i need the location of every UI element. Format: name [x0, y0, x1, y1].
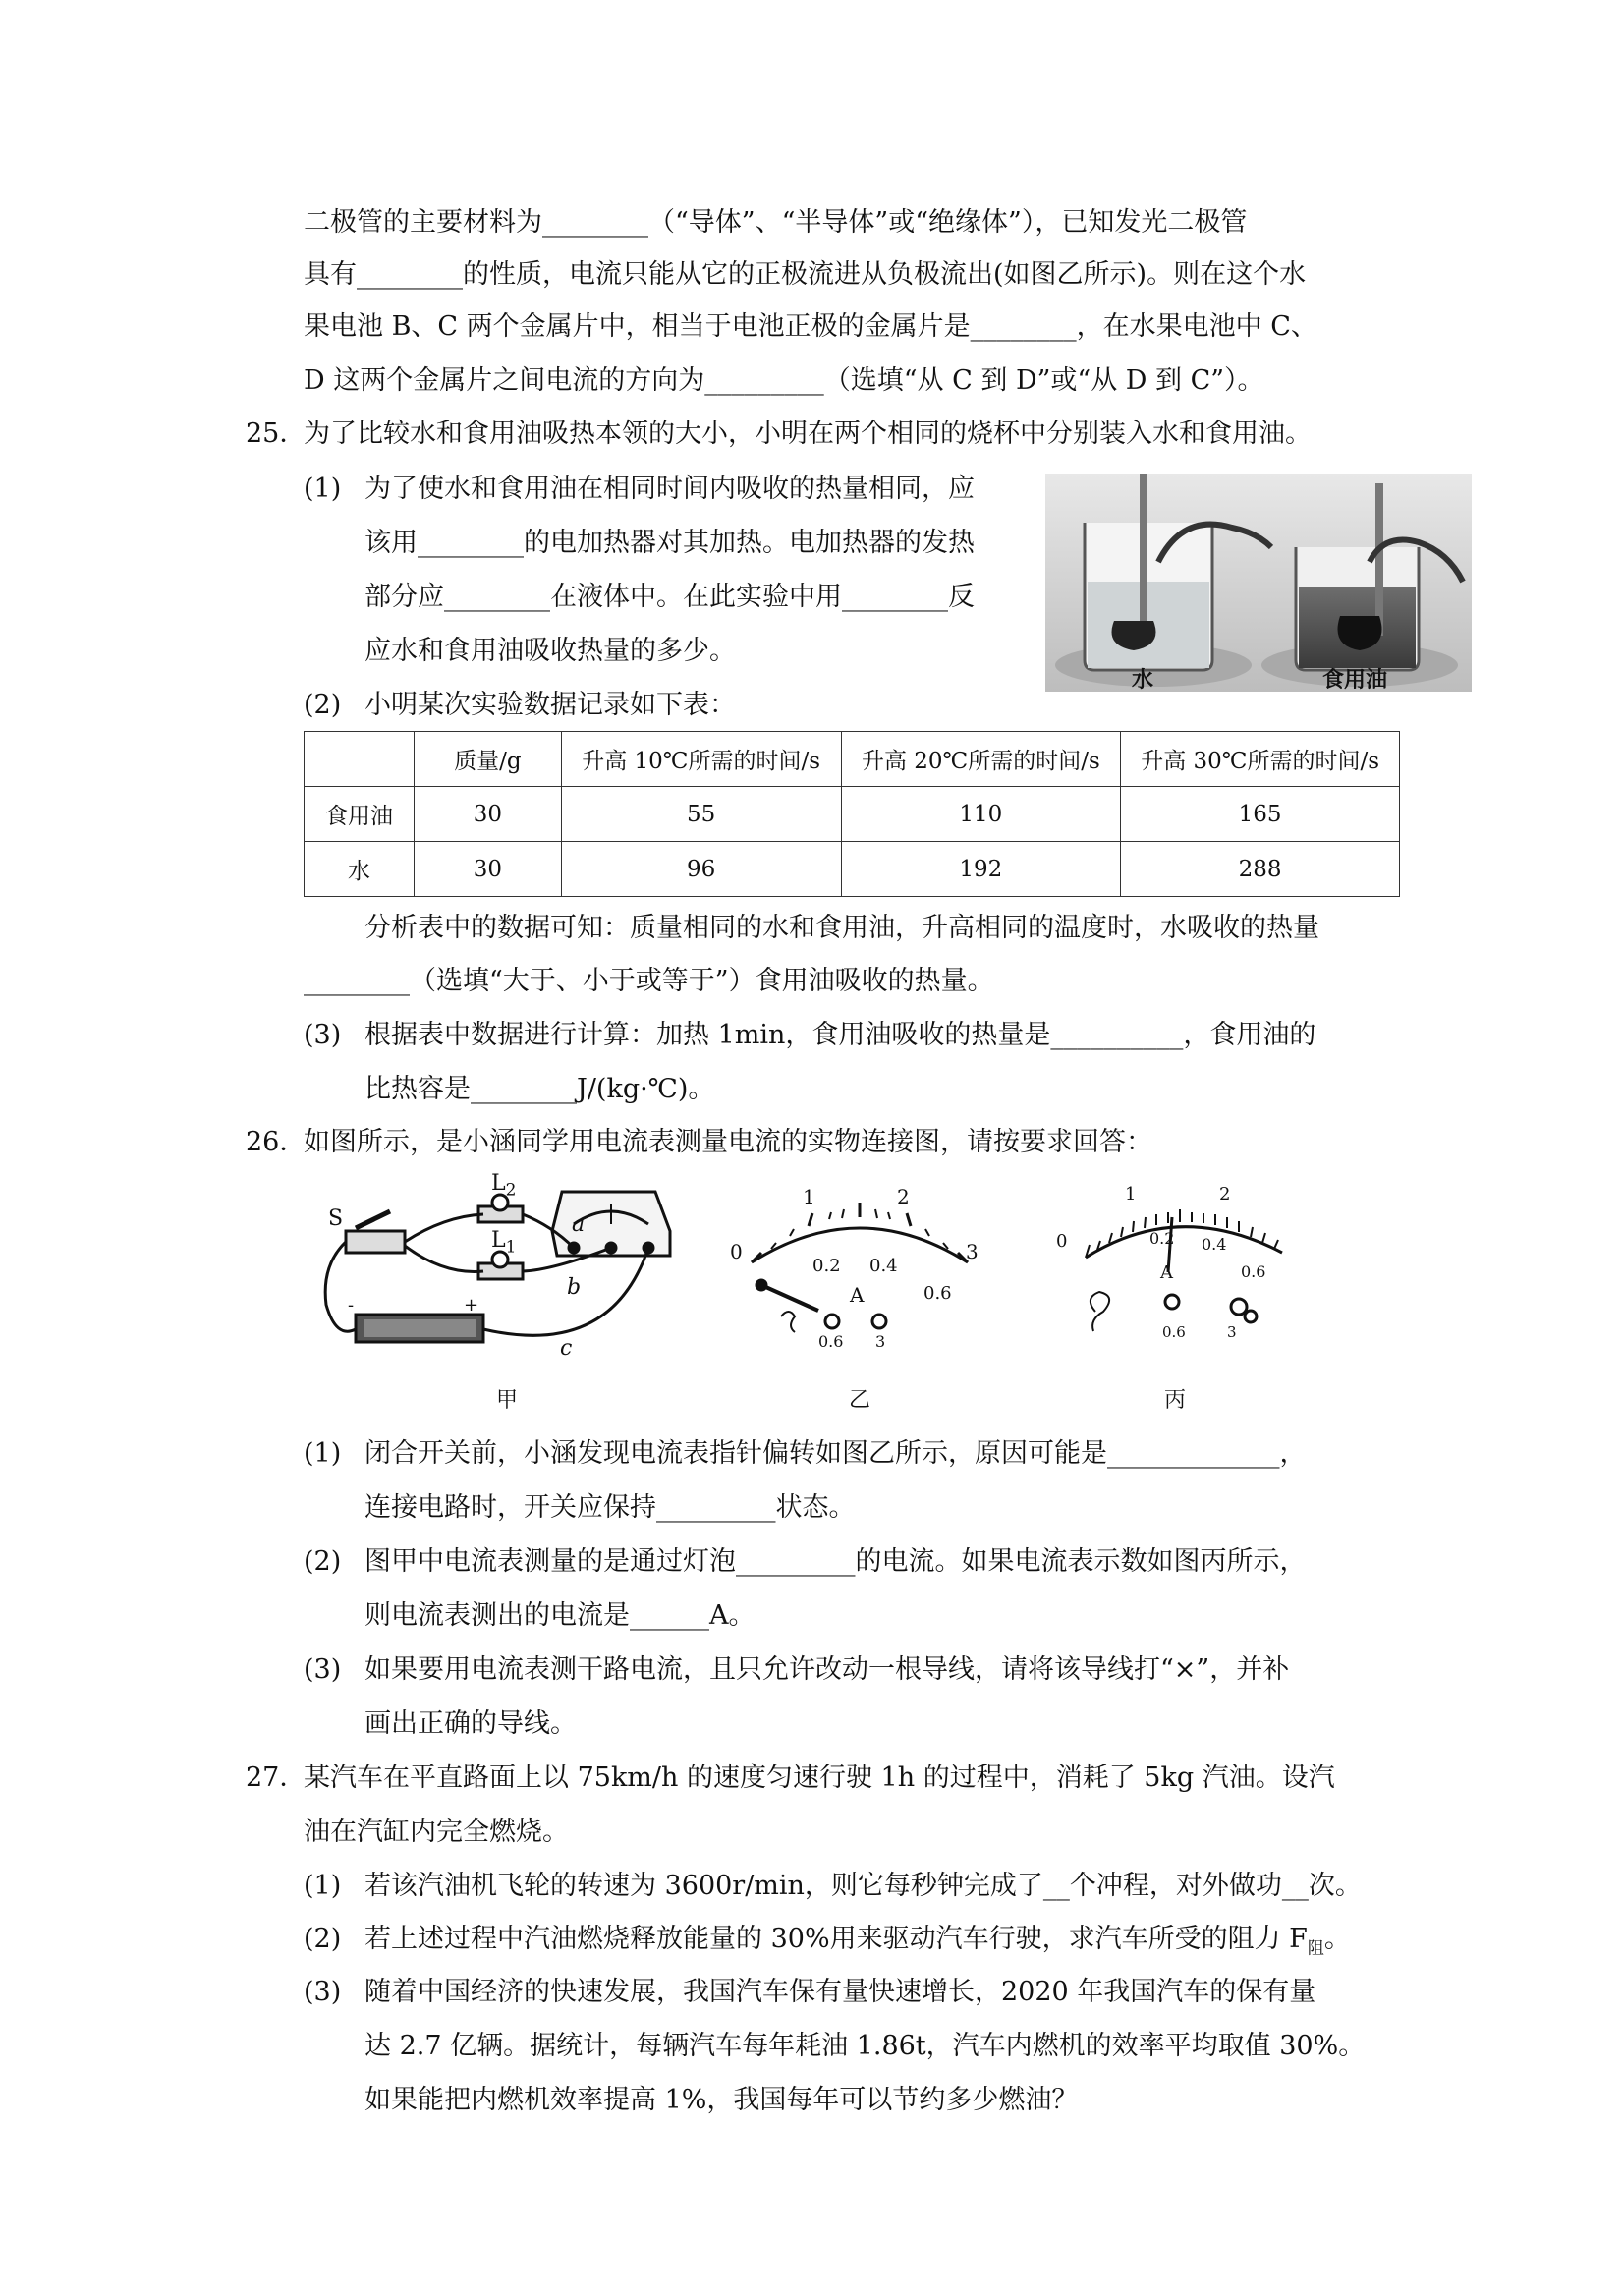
ammeter-dial-bing — [1046, 1184, 1312, 1361]
table-cell: 水 — [305, 842, 415, 897]
table-cell: 30 — [414, 787, 561, 842]
ammeter-dial-yi — [722, 1185, 997, 1356]
battery-minus-label: - — [348, 1295, 355, 1316]
q26-number: 26． — [246, 1127, 307, 1157]
q26-part3-line-2: 画出正确的导线。 — [364, 1708, 577, 1739]
table-header-row — [305, 732, 1400, 787]
lamp2-label: $L_2$ — [491, 1171, 517, 1201]
wire-c-label: c — [560, 1336, 573, 1361]
switch-label: S — [328, 1206, 344, 1231]
q27-part3-line-3: 如果能把内燃机效率提高 1%，我国每年可以节约多少燃油？ — [364, 2085, 1079, 2115]
q25-analysis-line-2: ________（选填“大于、小于或等于”）食用油吸收的热量。 — [304, 966, 994, 996]
q26-part3-line-1: 如果要用电流表测干路电流，且只允许改动一根导线，请将该导线打“×”，并补 — [364, 1654, 1290, 1685]
dial-bing-small-tick: 0.2 — [1149, 1229, 1175, 1248]
q25-part3-line-1: 根据表中数据进行计算：加热 1min，食用油吸收的热量是__________，食用油的 — [364, 1020, 1316, 1050]
caption-bing: 丙 — [1164, 1388, 1187, 1413]
q24-line-4: D 这两个金属片之间电流的方向为_________（选填“从 C 到 D”或“从 D 到 C”）。 — [304, 365, 1264, 396]
q26-part2-line-2: 则电流表测出的电流是______A。 — [364, 1600, 756, 1631]
q26-part2-line-1: 图甲中电流表测量的是通过灯泡_________的电流。如果电流表示数如图丙所示， — [364, 1546, 1307, 1577]
q26-stem: 如图所示，是小涵同学用电流表测量电流的实物连接图，请按要求回答： — [304, 1127, 1152, 1157]
dial-bing-small-tick: 0.6 — [1241, 1262, 1266, 1281]
table-header: 升高 10℃所需的时间/s — [561, 732, 841, 787]
beakers-photo — [1045, 474, 1472, 692]
dial-bing-tick-0: 0 — [1056, 1231, 1068, 1252]
dial-yi-tick-3: 3 — [966, 1240, 979, 1263]
q26-part1-number: (1) — [304, 1438, 342, 1469]
dial-bing-unit: A — [1160, 1262, 1173, 1283]
wire-a-label: a — [572, 1212, 586, 1237]
table-cell: 96 — [561, 842, 841, 897]
dial-bing-terminal: 0.6 — [1162, 1323, 1186, 1341]
table-cell: 30 — [414, 842, 561, 897]
q27-part2-line-1: 若上述过程中汽油燃烧释放能量的 30%用来驱动汽车行驶，求汽车所受的阻力 $F_阻$。 — [364, 1924, 1351, 1959]
q27-number: 27． — [246, 1763, 307, 1793]
q25-part1-line-3: 部分应________在液体中。在此实验中用________反 — [364, 582, 975, 612]
q27-part1-number: (1) — [304, 1871, 342, 1901]
q26-part2-number: (2) — [304, 1546, 342, 1577]
circuit-figure — [316, 1171, 690, 1373]
table-row — [305, 787, 1400, 842]
q25-part3-line-2: 比热容是________J/(kg·℃)。 — [364, 1074, 715, 1104]
dial-bing-tick-1: 1 — [1125, 1184, 1137, 1204]
q26-part3-number: (3) — [304, 1654, 342, 1685]
dial-yi-small-tick: 0.6 — [923, 1283, 952, 1304]
dial-bing-small-tick: 0.4 — [1202, 1235, 1227, 1254]
oil-label: 食用油 — [1322, 668, 1388, 693]
table-row — [305, 842, 1400, 897]
table-cell: 165 — [1121, 787, 1400, 842]
q27-part1-line-1: 若该汽油机飞轮的转速为 3600r/min，则它每秒钟完成了__个冲程，对外做功__次。 — [364, 1871, 1362, 1901]
q27-part3-line-1: 随着中国经济的快速发展，我国汽车保有量快速增长，2020 年我国汽车的保有量 — [364, 1977, 1316, 2007]
caption-jia: 甲 — [496, 1388, 519, 1413]
q24-line-2: 具有________的性质，电流只能从它的正极流进从负极流出(如图乙所示)。则在这个水 — [304, 259, 1307, 290]
q27-part3-line-2: 达 2.7 亿辆。据统计，每辆汽车每年耗油 1.86t，汽车内燃机的效率平均取值 30%。 — [364, 2031, 1366, 2061]
q24-line-1: 二极管的主要材料为________（“导体”、“半导体”或“绝缘体”），已知发光二极管 — [304, 207, 1248, 238]
dial-yi-unit: A — [850, 1283, 865, 1307]
dial-yi-terminal: 3 — [875, 1332, 886, 1351]
table-header: 质量/g — [414, 732, 561, 787]
caption-yi: 乙 — [849, 1388, 871, 1413]
q25-part3-number: (3) — [304, 1020, 342, 1050]
water-label: 水 — [1132, 668, 1154, 693]
q27-stem-line-2: 油在汽缸内完全燃烧。 — [304, 1817, 569, 1847]
battery-plus-label: + — [464, 1295, 479, 1316]
q25-number: 25． — [246, 419, 307, 449]
q27-part3-number: (3) — [304, 1977, 342, 2007]
dial-bing-tick-2: 2 — [1219, 1184, 1231, 1204]
table-cell: 110 — [841, 787, 1121, 842]
q26-part1-line-2: 连接电路时，开关应保持_________状态。 — [364, 1492, 856, 1523]
q25-part1-line-1: 为了使水和食用油在相同时间内吸收的热量相同，应 — [364, 474, 975, 504]
table-cell: 288 — [1121, 842, 1400, 897]
q25-stem: 为了比较水和食用油吸热本领的大小，小明在两个相同的烧杯中分别装入水和食用油。 — [304, 419, 1312, 449]
data-table — [304, 731, 1400, 897]
q25-part2-number: (2) — [304, 690, 342, 720]
q24-line-3: 果电池 B、C 两个金属片中，相当于电池正极的金属片是________，在水果电池中 C、 — [304, 311, 1317, 342]
q25-part1-number: (1) — [304, 474, 342, 504]
table-cell: 食用油 — [305, 787, 415, 842]
dial-yi-tick-0: 0 — [730, 1240, 743, 1263]
q25-part2-line-1: 小明某次实验数据记录如下表： — [364, 690, 736, 720]
dial-yi-terminal: 0.6 — [818, 1332, 844, 1351]
q25-analysis-line-1: 分析表中的数据可知：质量相同的水和食用油，升高相同的温度时，水吸收的热量 — [364, 913, 1319, 943]
lamp1-label: $L_1$ — [491, 1228, 517, 1258]
q27-part2-number: (2) — [304, 1924, 342, 1954]
q25-part1-line-2: 该用________的电加热器对其加热。电加热器的发热 — [364, 528, 975, 558]
table-header — [305, 732, 415, 787]
dial-yi-small-tick: 0.2 — [812, 1256, 841, 1276]
dial-yi-small-tick: 0.4 — [869, 1256, 898, 1276]
q26-part1-line-1: 闭合开关前，小涵发现电流表指针偏转如图乙所示，原因可能是_____________， — [364, 1438, 1307, 1469]
table-cell: 55 — [561, 787, 841, 842]
dial-yi-tick-2: 2 — [897, 1185, 910, 1208]
table-header: 升高 20℃所需的时间/s — [841, 732, 1121, 787]
wire-b-label: b — [567, 1275, 582, 1300]
q27-stem-line-1: 某汽车在平直路面上以 75km/h 的速度匀速行驶 1h 的过程中，消耗了 5kg 汽油。设汽 — [304, 1763, 1335, 1793]
q25-part1-line-4: 应水和食用油吸收热量的多少。 — [364, 636, 736, 666]
dial-yi-tick-1: 1 — [803, 1185, 815, 1208]
table-header: 升高 30℃所需的时间/s — [1121, 732, 1400, 787]
table-cell: 192 — [841, 842, 1121, 897]
dial-bing-terminal: 3 — [1227, 1323, 1237, 1341]
